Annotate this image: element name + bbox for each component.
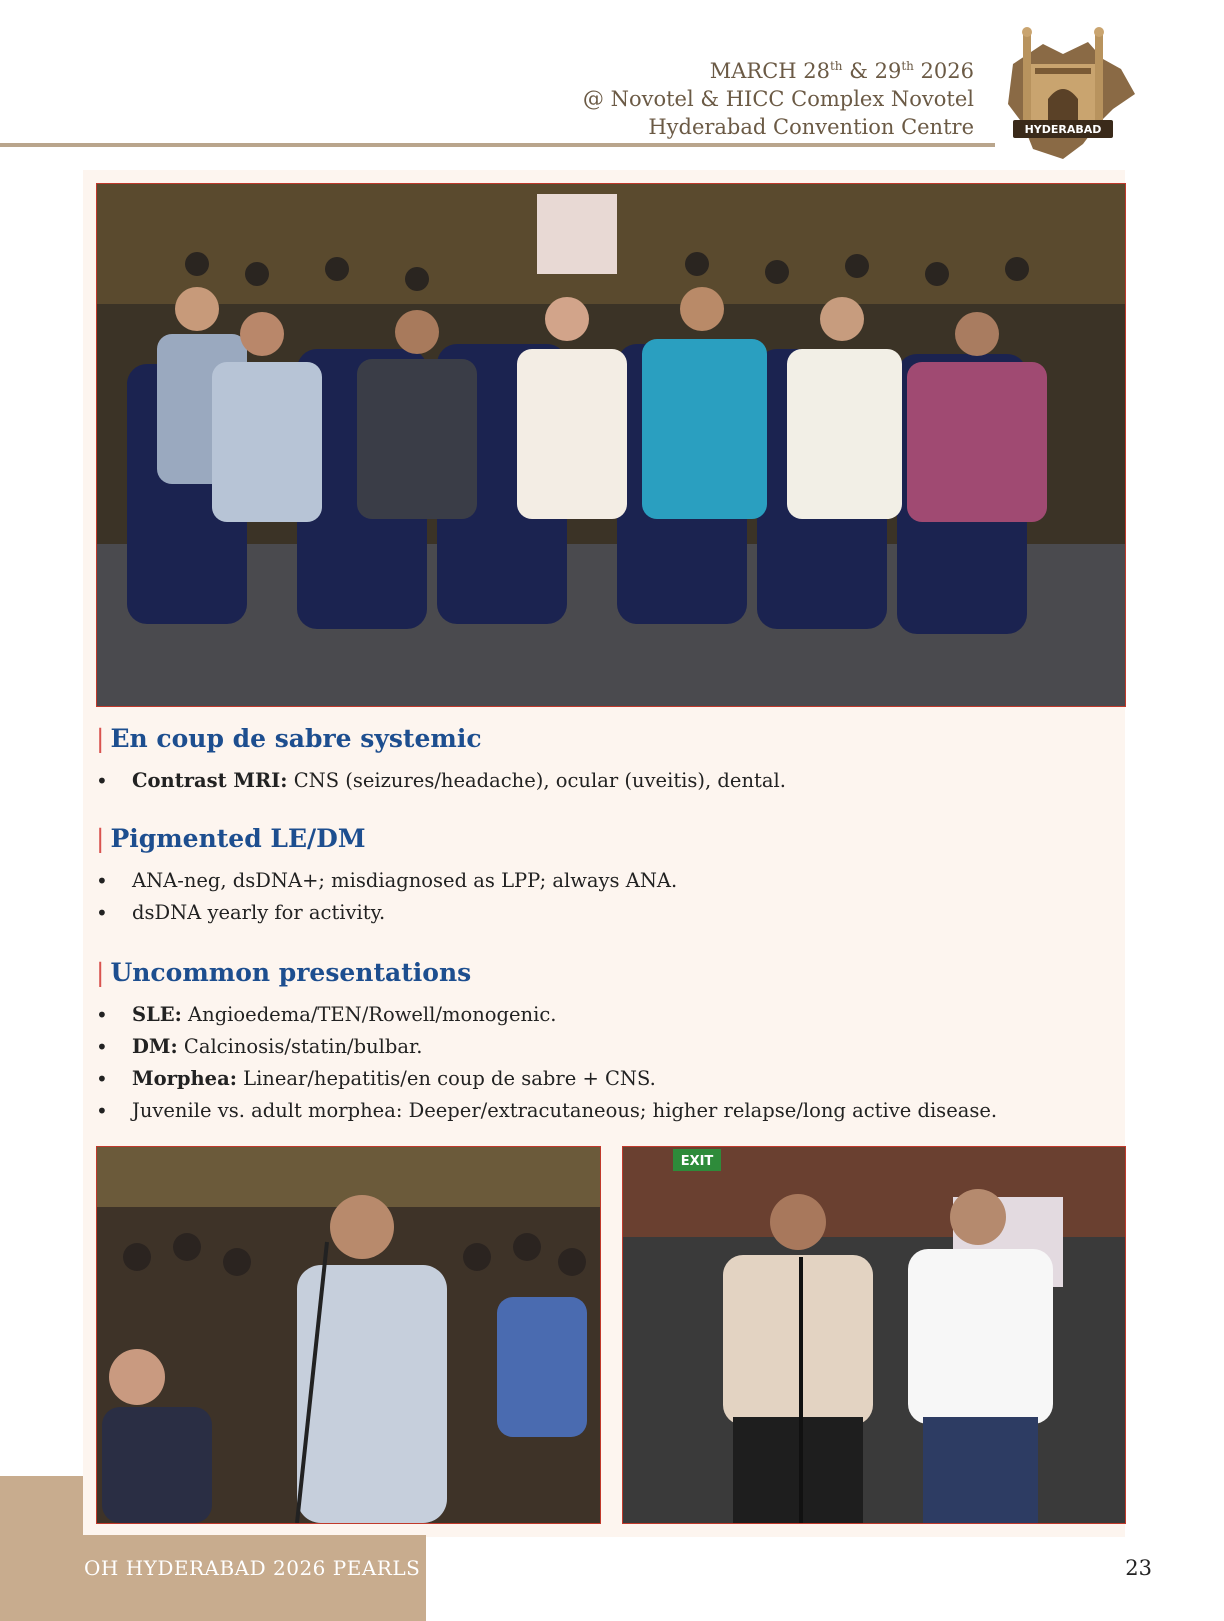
- list-item: • Morphea: Linear/hepatitis/en coup de sabre + CNS.: [132, 1063, 1106, 1095]
- bullet-list: [96, 865, 1106, 929]
- event-header: [274, 52, 974, 141]
- section-heading: | Uncommon presentations: [96, 958, 472, 987]
- hyderabad-charminar-logo: [1003, 24, 1138, 164]
- event-dates: MARCH 28th & 29th 2026: [709, 59, 974, 83]
- section-uncommon-presentations: [96, 957, 1106, 1127]
- speaker-photo-left: [96, 1146, 601, 1524]
- list-item: • dsDNA yearly for activity.: [132, 897, 1106, 929]
- list-item: • DM: Calcinosis/statin/bulbar.: [132, 1031, 1106, 1063]
- section-heading: | En coup de sabre systemic: [96, 724, 482, 753]
- bullet-list: [96, 999, 1106, 1127]
- list-item: • ANA-neg, dsDNA+; misdiagnosed as LPP; always ANA.: [132, 865, 1106, 897]
- bullet-list: [96, 765, 1106, 797]
- header-divider: [0, 143, 995, 147]
- list-item: • Juvenile vs. adult morphea: Deeper/extracutaneous; higher relapse/long active disease.: [132, 1095, 1106, 1127]
- list-item: • Contrast MRI: CNS (seizures/headache), ocular (uveitis), dental.: [132, 765, 1106, 797]
- audience-photo: [96, 183, 1126, 707]
- section-en-coup-de-sabre: [96, 723, 1106, 797]
- list-item: • SLE: Angioedema/TEN/Rowell/monogenic.: [132, 999, 1106, 1031]
- section-pigmented-le-dm: [96, 823, 1106, 929]
- section-heading: | Pigmented LE/DM: [96, 824, 366, 853]
- event-venue-line2: Hyderabad Convention Centre: [648, 115, 974, 139]
- event-venue-line1: @ Novotel & HICC Complex Novotel: [582, 87, 974, 111]
- logo-text: HYDERABAD: [1024, 123, 1102, 136]
- page-number: 23: [1125, 1556, 1152, 1580]
- speaker-photo-right: [622, 1146, 1126, 1524]
- exit-sign-text: EXIT: [680, 1154, 714, 1169]
- footer-publication-title: OH HYDERABAD 2026 PEARLS: [84, 1556, 421, 1580]
